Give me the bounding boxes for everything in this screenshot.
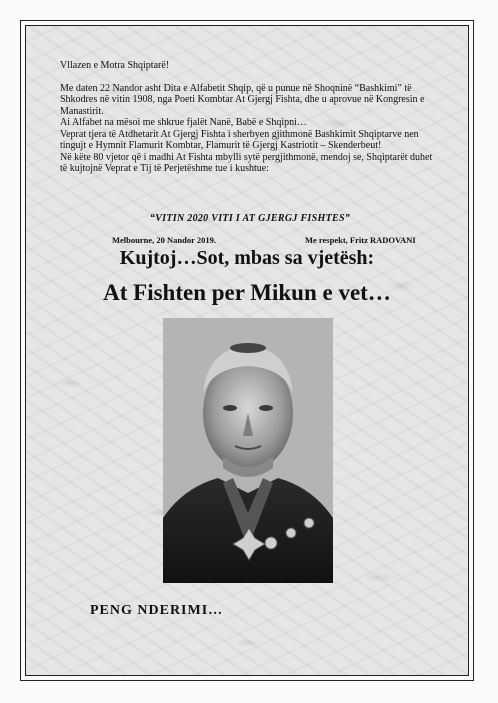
paragraph-alphabet: Me daten 22 Nandor asht Dita e Alfabetit Shqip, që u punue në Shoqninë “Bashkimi” të Shkodres në vitin 1908, nga Poeti Kombtar At Gjergj Fishta, dhe u aprovue në Kongresin e Manastirit. xyxy=(60,82,425,117)
slogan: “VITIN 2020 VITI I AT GJERGJ FISHTES” xyxy=(149,213,351,224)
headline-remember: Kujtoj…Sot, mbas sa vjetësh: xyxy=(119,247,375,269)
letter-body xyxy=(60,60,440,175)
greeting: Vllazen e Motra Shqiptarë! xyxy=(60,60,170,71)
headline-title: At Fishten per Mikun e vet… xyxy=(103,280,391,305)
footer-tribute: PENG NDERIMI… xyxy=(90,603,224,618)
portrait-illustration xyxy=(163,318,333,583)
paragraph-works: Veprat tjera të Atdhetarit At Gjergj Fishta i sherbyen gjithmonë Bashkimit Shqiptarve nen tingujt e Hymnit Flamurit Kombtar, Flamurit të Gjergj Kastriotit – Skenderbeut! xyxy=(60,128,419,151)
paragraph-words: Ai Alfabet na mësoi me shkrue fjalët Nanë, Babë e Shqipni… xyxy=(60,117,307,128)
place-date: Melbourne, 20 Nandor 2019. xyxy=(112,235,216,245)
signature: Me respekt, Fritz RADOVANI xyxy=(305,235,416,245)
portrait-photo xyxy=(163,318,333,583)
paragraph-anniversary: Në këte 80 vjetor që i madhi At Fishta mbylli sytë pergjithmonë, mendoj se, Shqiptarët duhet të kujtojnë Veprat e Tij të Perjetëshme tue i kushtue: xyxy=(60,151,433,174)
